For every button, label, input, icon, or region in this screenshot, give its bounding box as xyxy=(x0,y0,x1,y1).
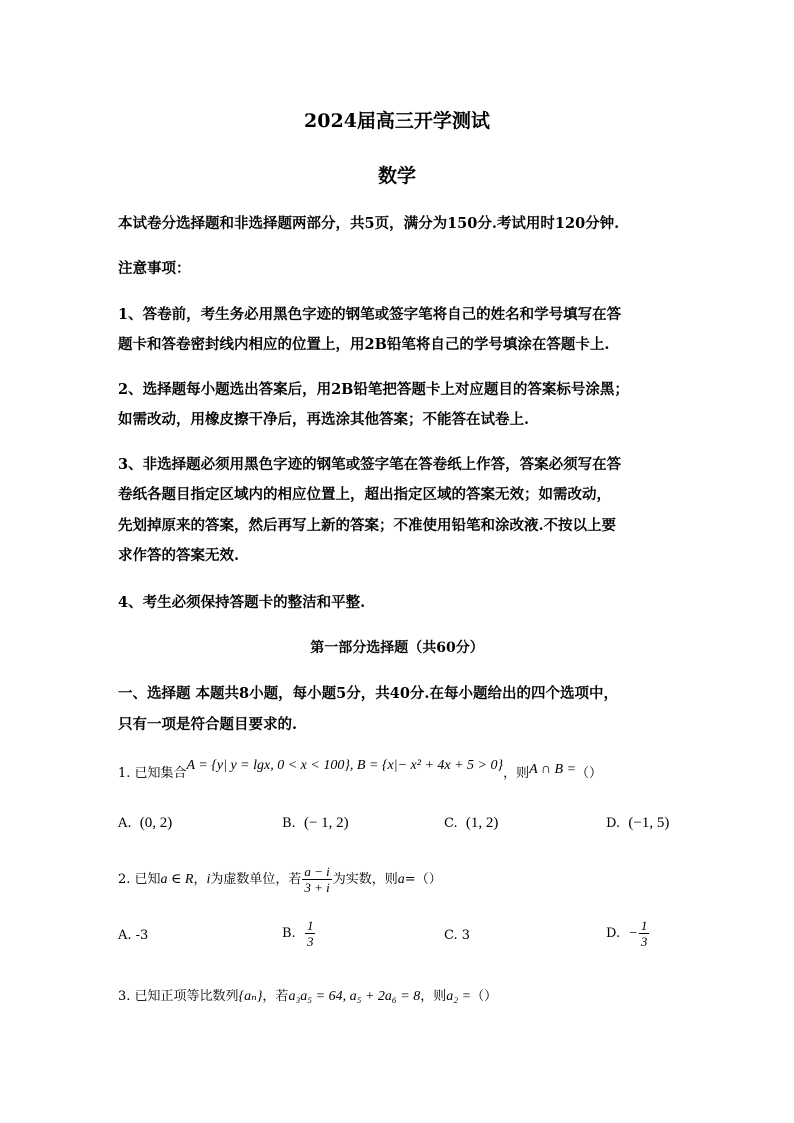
question-2: 2. 已知a ∈ R，i为虚数单位，若 $\frac{a - i}{3 + i}$ 为实数，则a=（） xyxy=(118,864,442,895)
q1-option-a[interactable]: A. (0, 2) xyxy=(118,815,173,831)
subject-title: 数学 xyxy=(377,165,416,187)
notice-item-2-line-1: 2、选择题每小题选出答案后，用2B铅笔把答题卡上对应题目的答案标号涂黑； xyxy=(118,381,629,398)
notice-item-3-line-3: 先划掉原来的答案，然后再写上新的答案；不准使用铅笔和涂改液.不按以上要 xyxy=(118,517,617,534)
notice-item-3-line-1: 3、非选择题必须用黑色字迹的钢笔或签字笔在答卷纸上作答，答案必须写在答 xyxy=(118,456,622,473)
question-1-suffix: ，则 xyxy=(503,766,530,781)
q2-option-d[interactable]: D. − $\frac{1}{3}$ xyxy=(606,918,648,949)
notice-item-4: 4、考生必须保持答题卡的整洁和平整. xyxy=(118,594,366,611)
q2-option-c[interactable]: C. 3 xyxy=(444,928,471,943)
question-2-fraction: $\frac{a - i}{3 + i}$ xyxy=(304,864,330,895)
section1-line-2: 只有一项是符合题目要求的. xyxy=(118,716,298,733)
question-1 xyxy=(118,758,603,782)
question-1-prefix: 1. 已知集合 xyxy=(118,766,187,781)
notice-heading: 注意事项： xyxy=(118,260,191,277)
notice-item-3-line-2: 卷纸各题目指定区域内的相应位置上，超出指定区域的答案无效；如需改动， xyxy=(118,486,611,503)
notice-item-1-line-1: 1、答卷前，考生务必用黑色字迹的钢笔或签字笔将自己的姓名和学号填写在答 xyxy=(118,306,622,323)
question-1-formula2: A ∩ B = xyxy=(529,762,577,777)
intro-text: 本试卷分选择题和非选择题两部分，共5页，满分为150分.考试用时120分钟. xyxy=(118,215,620,232)
q1-option-b[interactable]: B. (− 1, 2) xyxy=(282,815,349,831)
q1-option-d[interactable]: D. (−1, 5) xyxy=(606,815,670,831)
exam-title: 2024届高三开学测试 xyxy=(304,110,490,132)
part1-heading: 第一部分选择题（共60分） xyxy=(310,640,484,656)
notice-item-1-line-2: 题卡和答卷密封线内相应的位置上，用2B铅笔将自己的学号填涂在答题卡上. xyxy=(118,336,610,353)
q1-option-c[interactable]: C. (1, 2) xyxy=(444,815,499,831)
notice-item-2-line-2: 如需改动，用橡皮擦干净后，再选涂其他答案；不能答在试卷上. xyxy=(118,411,530,428)
q2-option-a[interactable]: A. -3 xyxy=(118,928,149,943)
question-3: 3. 已知正项等比数列{aₙ}，若a₃a₅ = 64, a₅ + 2a₆ = 8，则a₂ =（） xyxy=(118,989,498,1004)
notice-item-3-line-4: 求作答的答案无效. xyxy=(118,547,240,564)
section1-line-1: 一、选择题 本题共8小题，每小题5分，共40分.在每小题给出的四个选项中， xyxy=(118,685,618,702)
question-1-formula: A = {y| y = lgx, 0 < x < 100}, B = {x|− x² + 4x + 5 > 0} xyxy=(186,758,504,773)
question-1-tail: （） xyxy=(576,766,603,781)
q2-option-b[interactable]: B. $\frac{1}{3}$ xyxy=(282,918,314,949)
